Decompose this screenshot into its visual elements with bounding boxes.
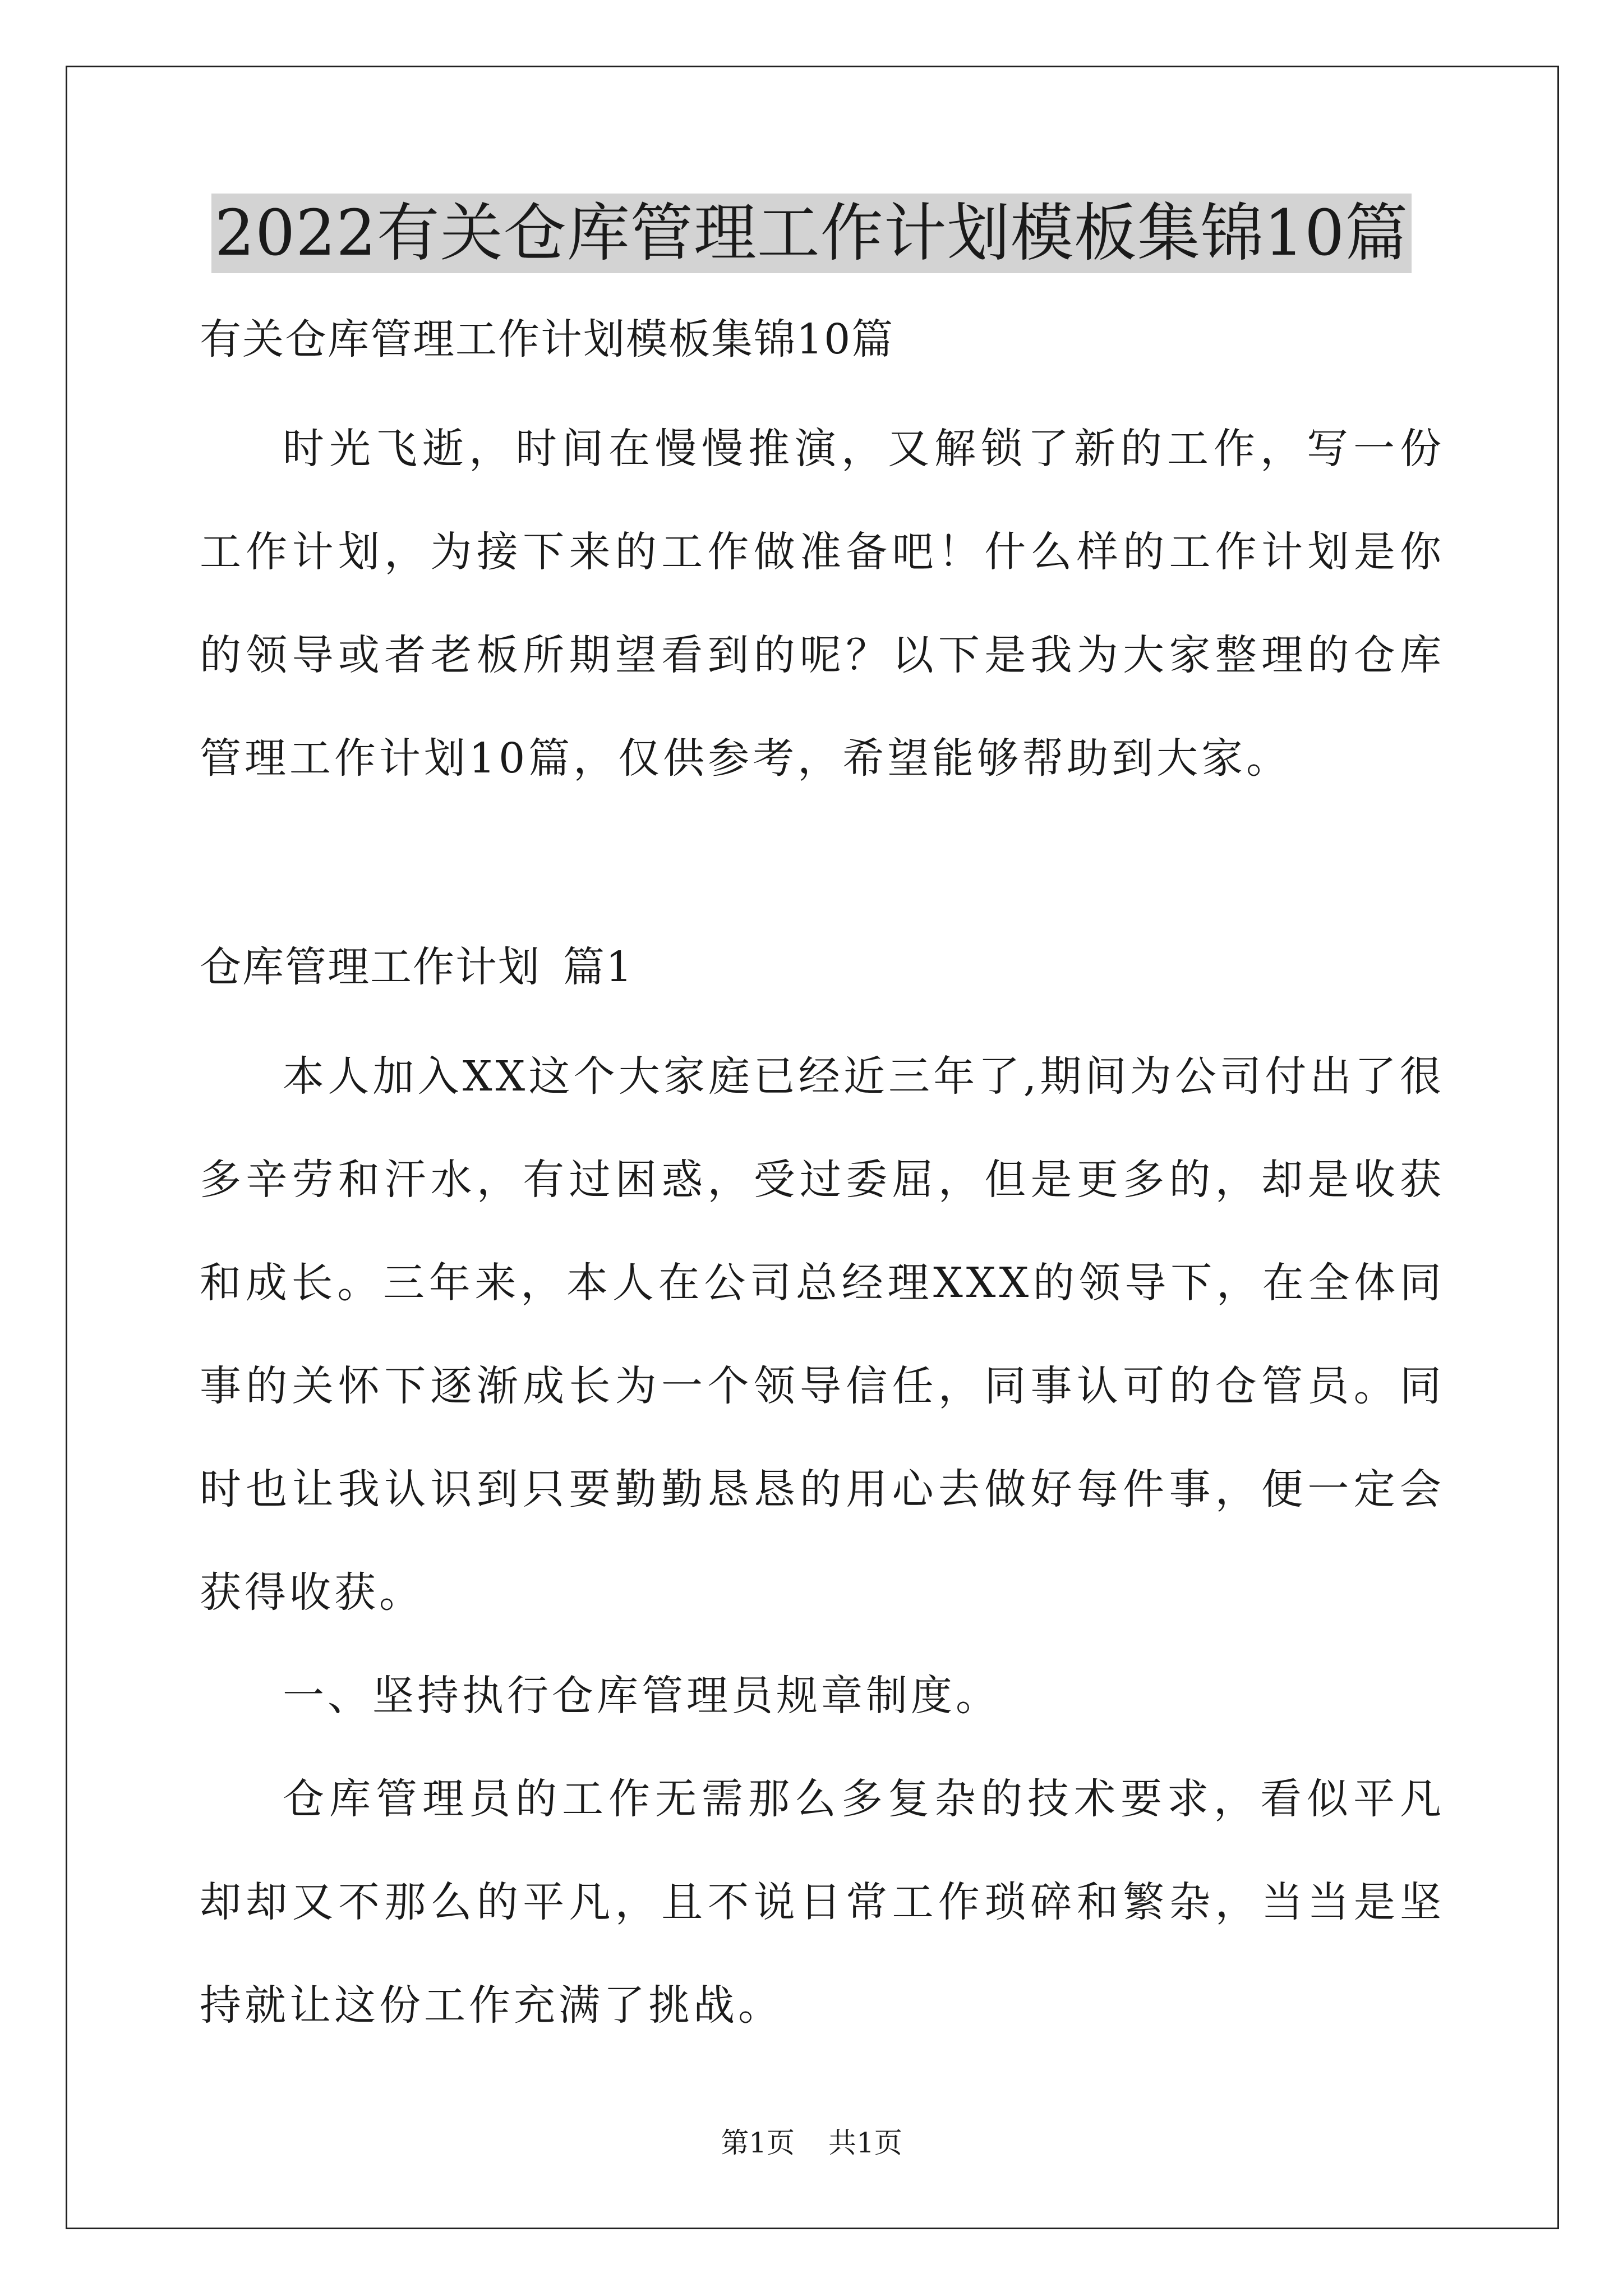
body-paragraph: 仓库管理员的工作无需那么多复杂的技术要求，看似平凡却却又不那么的平凡，且不说日常工作琐碎和繁杂，当当是坚持就让这份工作充满了挑战。 (200, 1775, 1445, 2030)
page-number-total: 共1页 (828, 2127, 902, 2159)
document-body (200, 311, 1445, 2057)
intro-paragraph: 时光飞逝，时间在慢慢推演，又解锁了新的工作，写一份工作计划，为接下来的工作做准备吧！什么样的工作计划是你的领导或者老板所期望看到的呢？以下是我为大家整理的仓库管理工作计划10篇，仅供参考，希望能够帮助到大家。 (200, 425, 1445, 783)
document-subtitle: 有关仓库管理工作计划模板集锦10篇 (200, 315, 895, 364)
page-footer (0, 2126, 1623, 2160)
page-number-current: 第1页 (721, 2127, 795, 2159)
body-paragraph: 一、坚持执行仓库管理员规章制度。 (283, 1672, 1000, 1720)
document-title: 2022有关仓库管理工作计划模板集锦10篇 (211, 194, 1412, 273)
section-heading-number: 篇1 (563, 943, 634, 991)
body-paragraph: 本人加入XX这个大家庭已经近三年了,期间为公司付出了很多辛劳和汗水，有过困惑，受过委屈，但是更多的，却是收获和成长。三年来，本人在公司总经理XXX的领导下，在全体同事的关怀下逐渐成长为一个领导信任，同事认可的仓管员。同时也让我认识到只要勤勤恳恳的用心去做好每件事，便一定会获得收获。 (200, 1052, 1445, 1617)
section-heading (200, 939, 1445, 995)
title-container (0, 194, 1623, 273)
section-heading-title: 仓库管理工作计划 (200, 943, 541, 991)
